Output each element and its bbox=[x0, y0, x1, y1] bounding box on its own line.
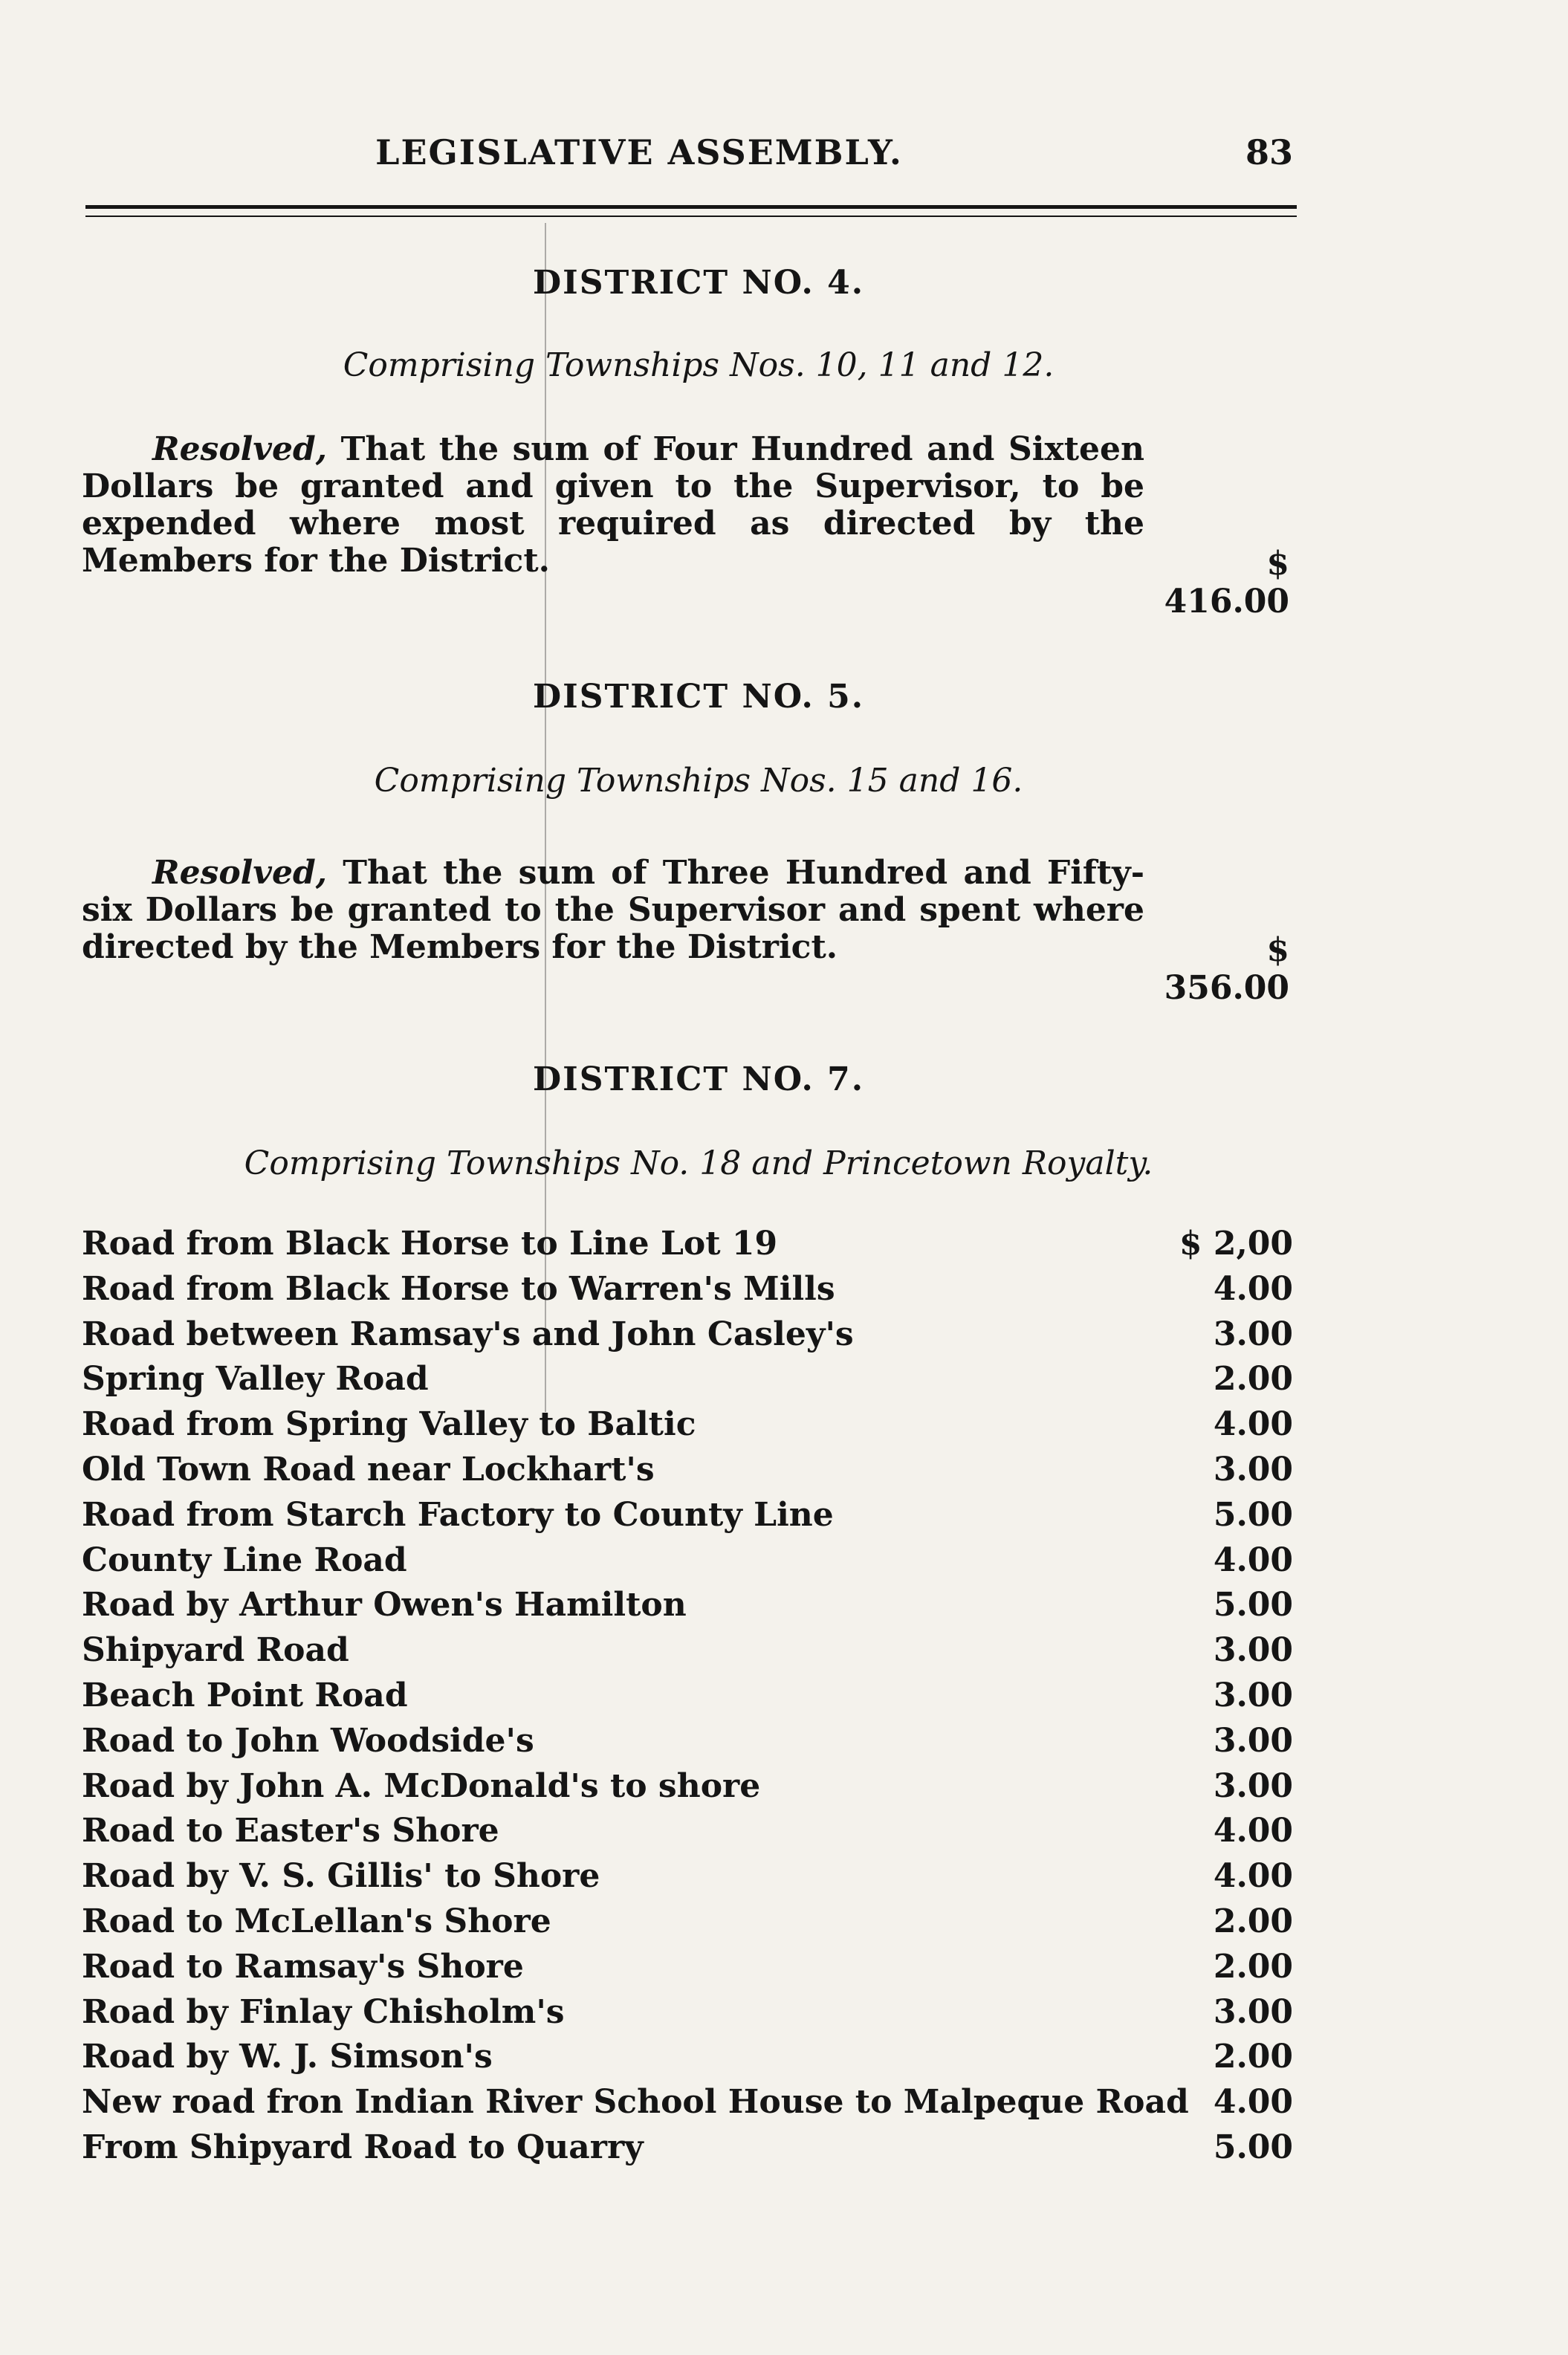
road-label: Beach Point Road bbox=[82, 1676, 408, 1714]
road-amount: 5.00 bbox=[1213, 1495, 1293, 1534]
district-7-subtitle: Comprising Townships No. 18 and Princetown Royalty. bbox=[244, 1144, 1153, 1182]
district-5-heading: DISTRICT NO. 5. bbox=[532, 678, 865, 716]
road-label: Road to McLellan's Shore bbox=[82, 1902, 551, 1940]
list-item bbox=[82, 1993, 1293, 2038]
road-label: Road from Black Horse to Warren's Mills bbox=[82, 1269, 835, 1308]
road-amount: 4.00 bbox=[1213, 1269, 1293, 1308]
district-4-resolution-text: That the sum of Four Hundred and Sixteen Dollars be granted and given to the Supervisor, to be expended where most required as directed by the Members for the District. bbox=[82, 430, 1144, 580]
header-rule-thin bbox=[85, 216, 1297, 217]
list-item bbox=[82, 2083, 1293, 2128]
list-item bbox=[82, 1812, 1293, 1857]
road-label: New road fron Indian River School House to Malpeque Road bbox=[82, 2083, 1189, 2122]
road-amount: 2.00 bbox=[1213, 1902, 1293, 1940]
road-amount: 3.00 bbox=[1213, 1315, 1293, 1353]
road-amount: 4.00 bbox=[1213, 1812, 1293, 1850]
running-header-title: LEGISLATIVE ASSEMBLY. bbox=[375, 132, 903, 172]
road-label: Old Town Road near Lockhart's bbox=[82, 1450, 655, 1489]
road-label: From Shipyard Road to Quarry bbox=[82, 2128, 644, 2166]
page-number: 83 bbox=[1245, 132, 1293, 172]
road-amount: 2.00 bbox=[1213, 1947, 1293, 1986]
district-5-subtitle: Comprising Townships Nos. 15 and 16. bbox=[374, 762, 1023, 800]
road-label: Road by Finlay Chisholm's bbox=[82, 1992, 565, 2031]
list-item bbox=[82, 1405, 1293, 1451]
district-7-heading: DISTRICT NO. 7. bbox=[532, 1060, 865, 1098]
road-amount: $ 2,00 bbox=[1179, 1225, 1293, 1263]
list-item bbox=[82, 2038, 1293, 2083]
list-item bbox=[82, 1631, 1293, 1677]
road-label: Road by W. J. Simson's bbox=[82, 2038, 493, 2076]
district-4-heading: DISTRICT NO. 4. bbox=[532, 264, 865, 302]
list-item bbox=[82, 1767, 1293, 1813]
road-label: Road from Spring Valley to Baltic bbox=[82, 1405, 696, 1444]
list-item bbox=[82, 1902, 1293, 1948]
list-item bbox=[82, 1541, 1293, 1587]
list-item bbox=[82, 1677, 1293, 1722]
road-amount: 3.00 bbox=[1213, 1450, 1293, 1489]
list-item bbox=[82, 1360, 1293, 1405]
list-item bbox=[82, 1586, 1293, 1631]
district-5-resolution-text: That the sum of Three Hundred and Fifty-six Dollars be granted to the Supervisor and spent where directed by the Members for the District. bbox=[82, 854, 1144, 966]
road-amount: 4.00 bbox=[1213, 1541, 1293, 1579]
road-amount: 3.00 bbox=[1213, 1766, 1293, 1805]
road-amount: 5.00 bbox=[1213, 2128, 1293, 2166]
road-label: Road from Black Horse to Line Lot 19 bbox=[82, 1225, 778, 1263]
road-amount: 3.00 bbox=[1213, 1631, 1293, 1670]
road-label: Road from Starch Factory to County Line bbox=[82, 1495, 834, 1534]
list-item bbox=[82, 2128, 1293, 2174]
road-amount: 4.00 bbox=[1213, 1857, 1293, 1896]
road-grant-list bbox=[82, 1225, 1293, 2174]
district-5-resolution bbox=[82, 855, 1144, 966]
district-4-subtitle: Comprising Townships Nos. 10, 11 and 12. bbox=[343, 346, 1054, 384]
road-amount: 3.00 bbox=[1213, 1721, 1293, 1760]
list-item bbox=[82, 1315, 1293, 1361]
list-item bbox=[82, 1722, 1293, 1767]
road-label: Road by Arthur Owen's Hamilton bbox=[82, 1586, 687, 1624]
list-item bbox=[82, 1451, 1293, 1496]
district-4-resolution bbox=[82, 431, 1144, 580]
road-amount: 3.00 bbox=[1213, 1992, 1293, 2031]
road-label: Road to John Woodside's bbox=[82, 1721, 534, 1760]
road-label: County Line Road bbox=[82, 1541, 407, 1579]
road-label: Road between Ramsay's and John Casley's bbox=[82, 1315, 854, 1353]
road-label: Shipyard Road bbox=[82, 1631, 349, 1670]
list-item bbox=[82, 1225, 1293, 1270]
district-5-amount: $ 356.00 bbox=[1164, 931, 1289, 1007]
road-amount: 2.00 bbox=[1213, 1360, 1293, 1399]
road-amount: 4.00 bbox=[1213, 2083, 1293, 2122]
road-label: Spring Valley Road bbox=[82, 1360, 429, 1399]
district-4-resolved-word: Resolved, bbox=[152, 430, 328, 468]
road-label: Road to Ramsay's Shore bbox=[82, 1947, 524, 1986]
list-item bbox=[82, 1948, 1293, 1993]
road-amount: 5.00 bbox=[1213, 1586, 1293, 1624]
district-4-amount: $ 416.00 bbox=[1164, 545, 1289, 621]
list-item bbox=[82, 1857, 1293, 1902]
road-amount: 4.00 bbox=[1213, 1405, 1293, 1444]
road-label: Road by V. S. Gillis' to Shore bbox=[82, 1857, 600, 1896]
header-rule-thick bbox=[85, 205, 1297, 209]
road-label: Road to Easter's Shore bbox=[82, 1812, 499, 1850]
list-item bbox=[82, 1270, 1293, 1315]
district-5-resolved-word: Resolved, bbox=[152, 854, 328, 892]
road-amount: 3.00 bbox=[1213, 1676, 1293, 1714]
list-item bbox=[82, 1496, 1293, 1541]
road-amount: 2.00 bbox=[1213, 2038, 1293, 2076]
road-label: Road by John A. McDonald's to shore bbox=[82, 1766, 761, 1805]
